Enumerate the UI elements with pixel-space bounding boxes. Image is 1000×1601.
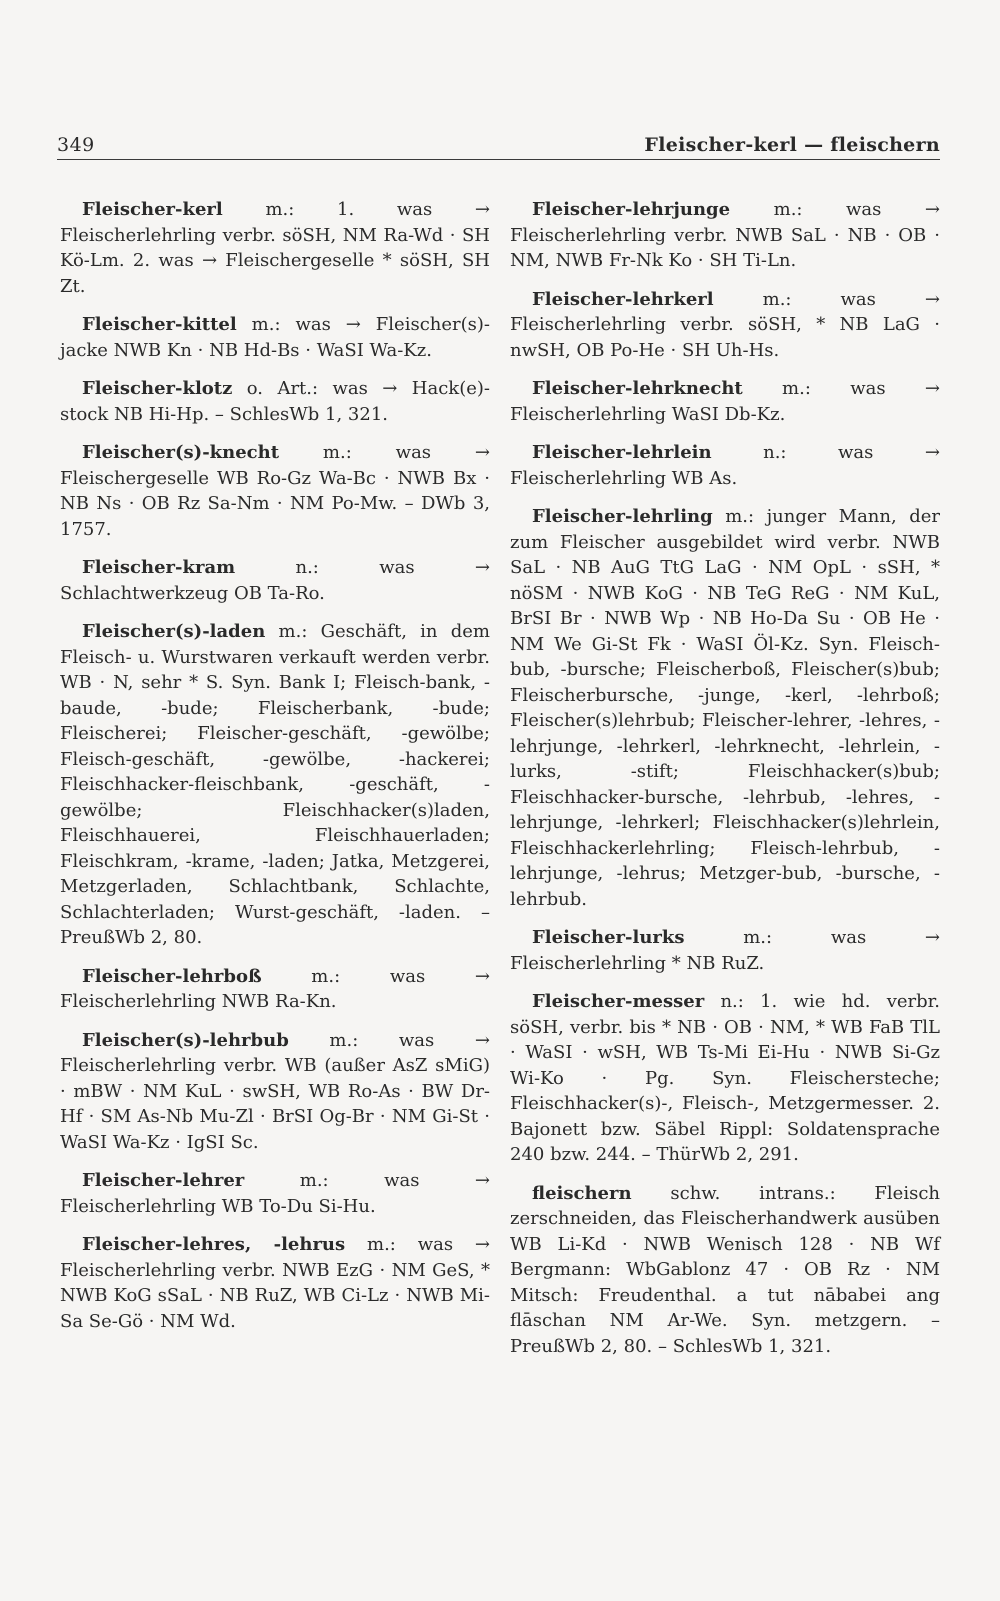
dictionary-entry	[60, 964, 490, 1015]
entry-headword: Fleischer-lehrer	[82, 1170, 245, 1191]
entry-body: m.: was → Fleischerlehrling verbr. NWB EzG · NM GeS, * NWB KoG sSaL · NB RuZ, WB Ci-Lz · NWB Mi-Sa Se-Gö · NM Wd.	[60, 1234, 490, 1332]
entry-headword: Fleischer-lurks	[532, 927, 685, 948]
dictionary-entry	[60, 440, 490, 542]
entry-headword: Fleischer-kittel	[82, 314, 237, 335]
entry-body: m.: was → Fleischer(s)-jacke NWB Kn · NB Hd-Bs · WaSI Wa-Kz.	[60, 314, 490, 361]
entry-body: m.: was → Fleischerlehrling WB To-Du Si-Hu.	[60, 1170, 490, 1217]
entry-headword: Fleischer-kerl	[82, 199, 223, 220]
dictionary-entry	[60, 197, 490, 299]
entry-headword: Fleischer-klotz	[82, 378, 233, 399]
dictionary-entry	[510, 504, 940, 912]
entry-headword: Fleischer-lehrkerl	[532, 288, 714, 310]
entry-body: m.: was → Fleischerlehrling NWB Ra-Kn.	[60, 965, 490, 1012]
entry-body: o. Art.: was → Hack(e)-stock NB Hi-Hp. – SchlesWb 1, 321.	[60, 378, 490, 425]
entry-body: m.: was → Fleischergeselle WB Ro-Gz Wa-Bc · NWB Bx · NB Ns · OB Rz Sa-Nm · NM Po-Mw. – DWb 3, 1757.	[60, 442, 490, 540]
dictionary-entry	[510, 287, 940, 364]
entry-headword: Fleischer-lehrlein	[532, 442, 712, 463]
dictionary-entry	[60, 376, 490, 427]
dictionary-entry	[60, 1028, 490, 1156]
entry-headword: Fleischer-lehrknecht	[532, 378, 743, 399]
dictionary-entry	[60, 619, 490, 951]
entry-headword: Fleischer-lehrboß	[82, 965, 262, 987]
entry-body: m.: 1. was → Fleischerlehrling verbr. söSH, NM Ra-Wd · SH Kö-Lm. 2. was → Fleischergeselle * söSH, SH Zt.	[60, 199, 490, 297]
dictionary-entry	[60, 1168, 490, 1219]
entry-body: n.: was → Schlachtwerkzeug OB Ta-Ro.	[60, 557, 490, 604]
entry-headword: Fleischer(s)-laden	[82, 621, 266, 642]
entry-body: n.: 1. wie hd. verbr. söSH, verbr. bis * NB · OB · NM, * WB FaB TlL · WaSI · wSH, WB Ts-Mi Ei-Hu · NWB Si-Gz Wi-Ko · Pg. Syn. Fleischersteche; Fleischhacker(s)-, Fleisch-, Metzgermesser. 2. Bajonett bzw. Säbel Rippl: Soldatensprache 240 bzw. 244. – ThürWb 2, 291.	[510, 991, 940, 1165]
left-column	[60, 197, 490, 1347]
dictionary-entry	[510, 925, 940, 976]
dictionary-entry	[60, 312, 490, 363]
entry-headword: Fleischer-lehrjunge	[532, 199, 731, 220]
dictionary-entry	[510, 197, 940, 274]
dictionary-entry	[60, 555, 490, 606]
entry-headword: Fleischer-lehres, -lehrus	[82, 1234, 346, 1255]
entry-headword: Fleischer(s)-knecht	[82, 442, 280, 463]
entry-headword: Fleischer(s)-lehrbub	[82, 1029, 289, 1051]
dictionary-entry	[510, 989, 940, 1168]
entry-body: m.: was → Fleischerlehrling verbr. WB (außer AsZ sMiG) · mBW · NM KuL · swSH, WB Ro-As · BW Dr-Hf · SM As-Nb Mu-Zl · BrSI Og-Br · NM Gi-St · WaSI Wa-Kz · IgSI Sc.	[60, 1029, 490, 1153]
dictionary-entry	[510, 440, 940, 491]
entry-body: m.: junger Mann, der zum Fleischer ausgebildet wird verbr. NWB SaL · NB AuG TtG LaG · NM OpL · sSH, * nöSM · NWB KoG · NB TeG ReG · NM KuL, BrSI Br · NWB Wp · NB Ho-Da Su · OB He · NM We Gi-St Fk · WaSI Öl-Kz. Syn. Fleisch-bub, -bursche; Fleischerboß, Fleischer(s)bub; Fleischerbursche, -junge, -kerl, -lehrboß; Fleischer(s)lehrbub; Fleischer-lehrer, -lehres, -lehrjunge, -lehrkerl, -lehrknecht, -lehrlein, -lurks, -stift; Fleischhacker(s)bub; Fleischhacker-bursche, -lehrbub, -lehres, -lehrjunge, -lehrkerl; Fleischhacker(s)lehrlein, Fleischhackerlehrling; Fleisch-lehrbub, -lehrjunge, -lehrus; Metzger-bub, -bursche, -lehrbub.	[510, 506, 940, 910]
dictionary-entry	[60, 1232, 490, 1334]
header-rule	[57, 159, 940, 160]
entry-body: m.: was → Fleischerlehrling * NB RuZ.	[510, 927, 940, 974]
entry-headword: Fleischer-lehrling	[532, 506, 713, 527]
entry-headword: Fleischer-messer	[532, 991, 705, 1012]
running-head: Fleischer-kerl — fleischern	[644, 134, 940, 156]
entry-body: m.: was → Fleischerlehrling WaSI Db-Kz.	[510, 378, 940, 425]
page-number: 349	[57, 134, 95, 156]
entry-body: schw. intrans.: Fleisch zerschneiden, das Fleischerhandwerk ausüben WB Li-Kd · NWB Wenisch 128 · NB Wf Bergmann: WbGablonz 47 · OB Rz · NM Mitsch: Freudenthal. a tut nābabei ang flāschan NM Ar-We. Syn. metzgern. – PreußWb 2, 80. – SchlesWb 1, 321.	[510, 1182, 940, 1357]
dictionary-entry	[510, 376, 940, 427]
dictionary-entry	[510, 1181, 940, 1360]
entry-body: m.: Geschäft, in dem Fleisch- u. Wurstwaren verkauft werden verbr. WB · N, sehr * S. Syn. Bank I; Fleisch-bank, -baude, -bude; Fleischerbank, -bude; Fleischerei; Fleischer-geschäft, -gewölbe; Fleisch-geschäft, -gewölbe, -hackerei; Fleischhacker-fleischbank, -geschäft, -gewölbe; Fleischhacker(s)laden, Fleischhauerei, Fleischhauerladen; Fleischkram, -krame, -laden; Jatka, Metzgerei, Metzgerladen, Schlachtbank, Schlachte, Schlachterladen; Wurst-geschäft, -laden. – PreußWb 2, 80.	[60, 621, 490, 948]
entry-body: m.: was → Fleischerlehrling verbr. NWB SaL · NB · OB · NM, NWB Fr-Nk Ko · SH Ti-Ln.	[510, 199, 940, 271]
right-column	[510, 197, 940, 1372]
entry-body: m.: was → Fleischerlehrling verbr. söSH, * NB LaG · nwSH, OB Po-He · SH Uh-Hs.	[510, 288, 940, 361]
entry-headword: fleischern	[532, 1182, 632, 1204]
entry-body: n.: was → Fleischerlehrling WB As.	[510, 442, 940, 489]
entry-headword: Fleischer-kram	[82, 557, 236, 578]
